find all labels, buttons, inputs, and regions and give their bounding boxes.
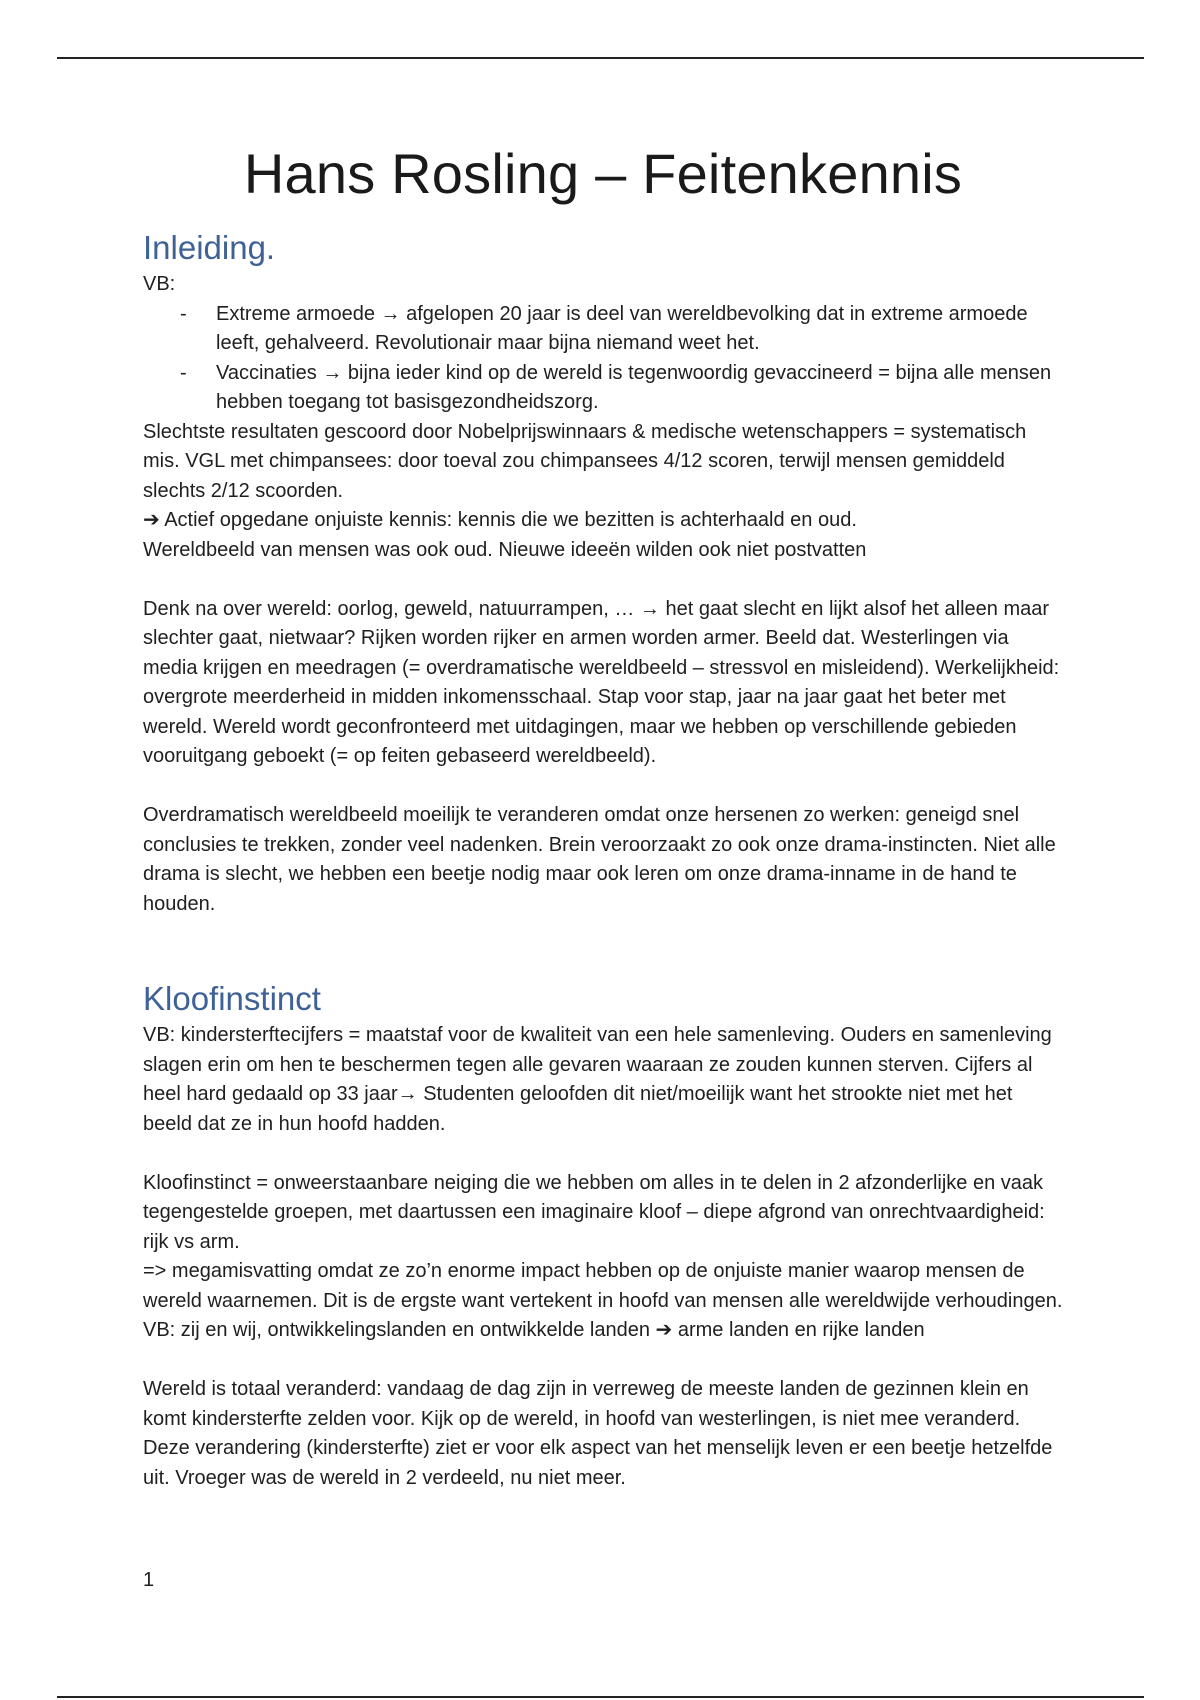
header-rule bbox=[57, 57, 1144, 59]
paragraph: Wereld is totaal veranderd: vandaag de dag zijn in verreweg de meeste landen de gezinnen klein en komt kindersterfte zelden voor. Kijk op de wereld, in hoofd van westerlingen, is niet mee veranderd. Deze verandering (kindersterfte) ziet er voor elk aspect van het menselijk leven er een beetje hetzelfde uit. Vroeger was de wereld in 2 verdeeld, nu niet meer. bbox=[143, 1378, 1053, 1489]
bullet-list bbox=[143, 300, 1063, 418]
paragraph: ➔ Actief opgedane onjuiste kennis: kennis die we bezitten is achterhaald en oud. bbox=[143, 509, 857, 531]
paragraph: VB: zij en wij, ontwikkelingslanden en ontwikkelde landen ➔ arme landen en rijke landen bbox=[143, 1319, 925, 1341]
vb-label: VB: bbox=[143, 273, 176, 295]
list-item: - Extreme armoede → afgelopen 20 jaar is deel van wereldbevolking dat in extreme armoede leeft, gehalveerd. Revolutionair maar bijna niemand weet het. bbox=[216, 300, 1063, 359]
paragraph: VB: kindersterftecijfers = maatstaf voor de kwaliteit van een hele samenleving. Ouders en samenleving slagen erin om hen te beschermen tegen alle gevaren waaraan ze zouden kunnen sterven. Cijfers al heel hard gedaald op 33 jaar→ Studenten geloofden dit niet/moeilijk want het strookte niet met het beeld dat ze in hun hoofd hadden. bbox=[143, 1024, 1052, 1135]
document-page bbox=[143, 136, 1063, 1493]
heading-inleiding: Inleiding. bbox=[143, 229, 276, 266]
paragraph: Wereldbeeld van mensen was ook oud. Nieuwe ideeën wilden ook niet postvatten bbox=[143, 538, 867, 561]
paragraph: Slechtste resultaten gescoord door Nobelprijswinnaars & medische wetenschappers = systematisch mis. VGL met chimpansees: door toeval zou chimpansees 4/12 scoren, terwijl mensen gemiddeld slechts 2/12 scoorden. bbox=[143, 420, 1027, 502]
heading-kloofinstinct: Kloofinstinct bbox=[143, 980, 321, 1017]
paragraph: => megamisvatting omdat ze zo’n enorme impact hebben op de onjuiste manier waarop mensen de wereld waarnemen. Dit is de ergste want vertekent in hoofd van mensen alle wereldwijde verhoudingen. bbox=[143, 1260, 1063, 1312]
document-title: Hans Rosling – Feitenkennis bbox=[243, 142, 963, 205]
footer-rule bbox=[57, 1696, 1144, 1698]
paragraph: Overdramatisch wereldbeeld moeilijk te veranderen omdat onze hersenen zo werken: geneigd snel conclusies te trekken, zonder veel nadenken. Brein veroorzaakt zo ook onze drama-instincten. Niet alle drama is slecht, we hebben een beetje nodig maar ook leren om onze drama-inname in de hand te houden. bbox=[143, 804, 1056, 915]
paragraph: Denk na over wereld: oorlog, geweld, natuurrampen, … → het gaat slecht en lijkt alsof het alleen maar slechter gaat, nietwaar? Rijken worden rijker en armen worden armer. Beeld dat. Westerlingen via media krijgen en meedragen (= overdramatische wereldbeeld – stressvol en misleidend). Werkelijkheid: overgrote meerderheid in midden inkomensschaal. Stap voor stap, jaar na jaar gaat het beter met wereld. Wereld wordt geconfronteerd met uitdagingen, maar we hebben op verschillende gebieden vooruitgang geboekt (= op feiten gebaseerd wereldbeeld). bbox=[143, 597, 1060, 767]
paragraph: Kloofinstinct = onweerstaanbare neiging die we hebben om alles in te delen in 2 afzonderlijke en vaak tegengestelde groepen, met daartussen een imaginaire kloof – diepe afgrond van onrechtvaardigheid: rijk vs arm. bbox=[143, 1171, 1045, 1253]
list-item: - Vaccinaties → bijna ieder kind op de wereld is tegenwoordig gevaccineerd = bijna alle mensen hebben toegang tot basisgezondheidszorg. bbox=[216, 359, 1063, 418]
page-number: 1 bbox=[143, 1569, 155, 1591]
